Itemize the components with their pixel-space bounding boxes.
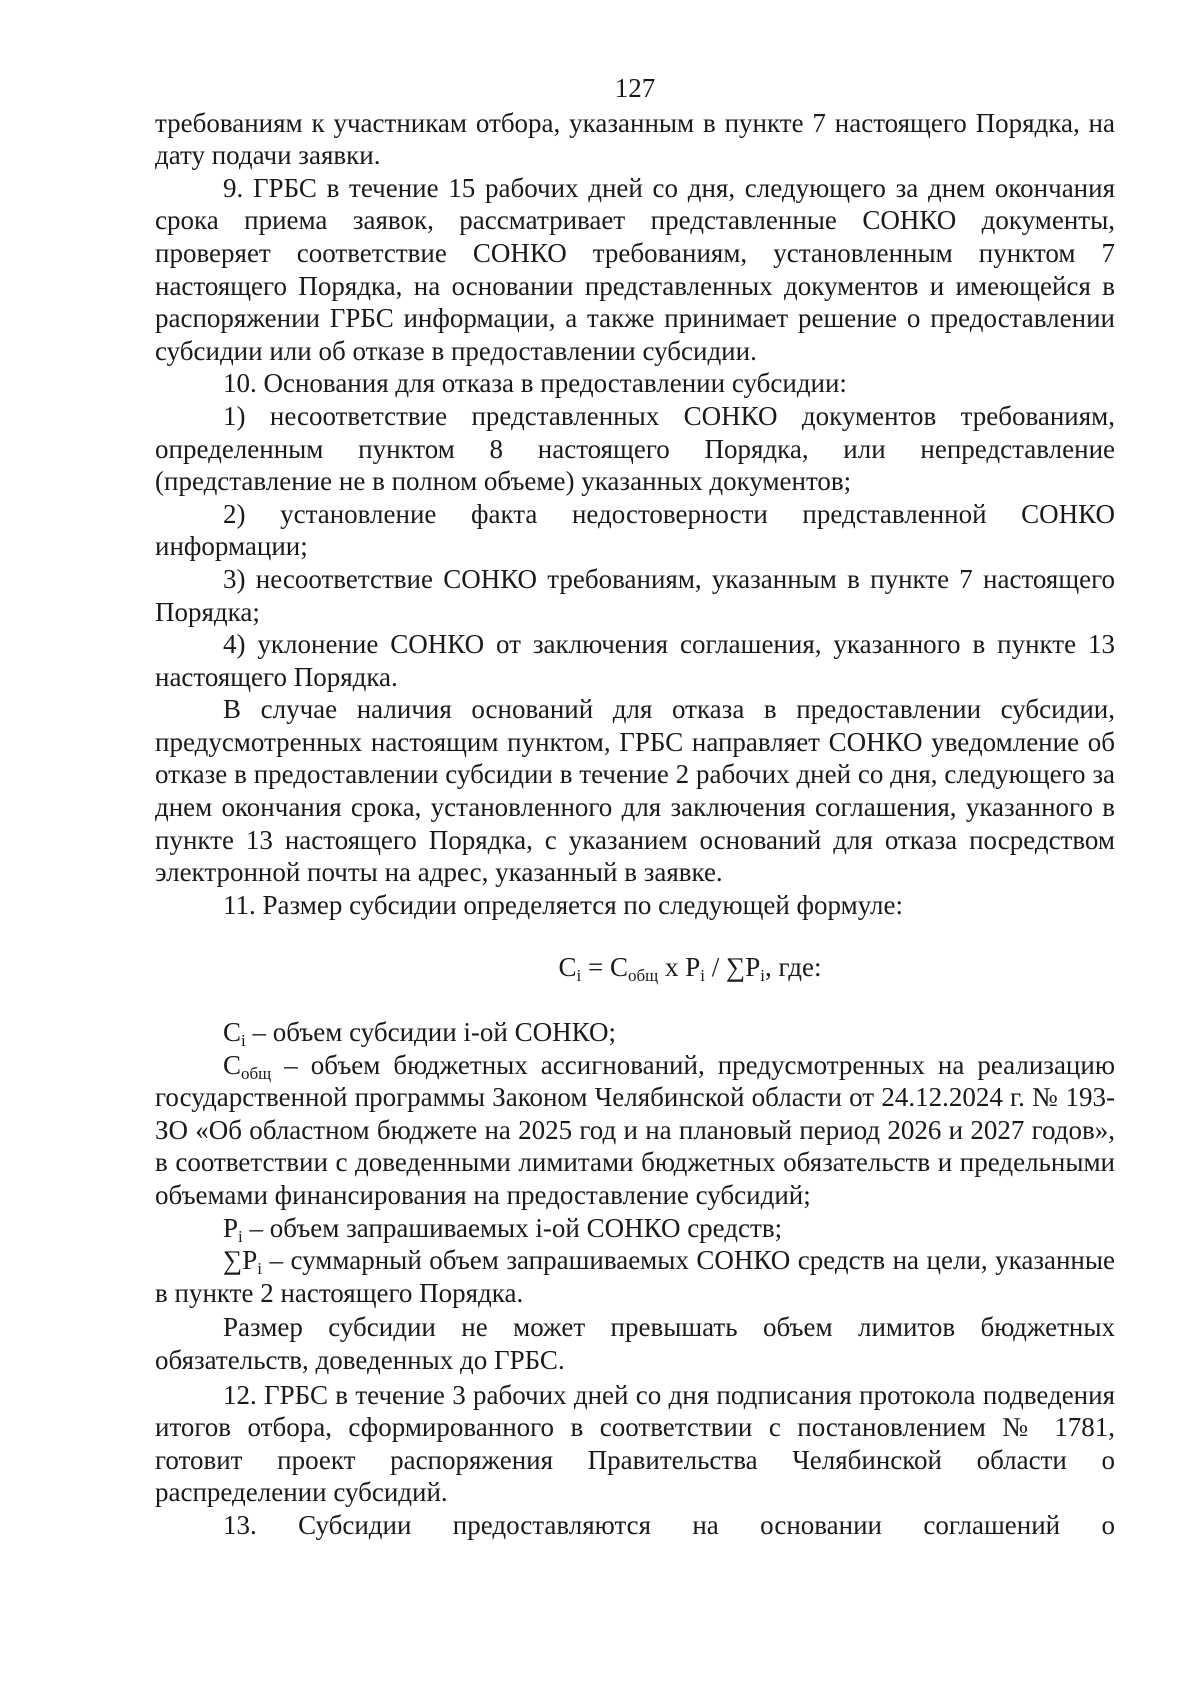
symbol-cobsh-sub: общ [241,1063,272,1083]
paragraph-13: 13. Субсидии предоставляются на основании соглашений о [223,1509,1115,1540]
paragraph-10-item-3: 3) несоответствие СОНКО требованиям, указанным в пункте 7 настоящего Порядка; [155,563,1115,627]
formula-eq: = [581,952,610,983]
paragraph-10: 10. Основания для отказа в предоставлении субсидии: [223,368,847,399]
symbol-cobsh: C [223,1049,242,1080]
paragraph-11: 11. Размер субсидии определяется по следующей формуле: [223,889,903,920]
formula-p: P [685,952,701,983]
page-number: 127 [614,73,656,103]
symbol-pi-sub: i [238,1226,243,1246]
definition-pi [155,1212,1115,1245]
paragraph-10-refusal-notice: В случае наличия оснований для отказа в предоставлении субсидии, предусмотренных настоящим пунктом, ГРБС направляет СОНКО уведомление об отказе в предоставлении субсидии в течение 2 рабочих дней со дня, следующего за днем окончания срока, установленного для заключения соглашения, указанного в пункте 13 настоящего Порядка, с указанием оснований для отказа посредством электронной почты на адрес, указанный в заявке. [155,694,1115,888]
definition-ci [155,1016,1115,1049]
symbol-ci: C [223,1017,242,1048]
definition-cobsh [155,1049,1115,1212]
formula-p-2: P [745,952,761,983]
symbol-sum-sub: i [257,1259,262,1279]
subsidy-formula [155,951,1115,984]
paragraph-12: 12. ГРБС в течение 3 рабочих дней со дня подписания протокола подведения итогов отбора, сформированного в соответствии с постановлением № 1781, готовит проект распоряжения Правительства Челябинской области о распределении субсидий. [155,1379,1115,1508]
formula-div-sum: / ∑ [705,952,746,983]
symbol-sum: ∑P [223,1245,258,1276]
formula-sub-obsh: общ [628,966,659,986]
paragraph-10-item-2: 2) установление факта недостоверности представленной СОНКО информации; [155,498,1115,562]
document-page [155,72,1115,1542]
paragraph-10-item-4: 4) уклонение СОНКО от заключения соглашения, указанного в пункте 13 настоящего Порядка. [155,629,1115,692]
formula-sub-i-2: i [700,966,706,986]
paragraph-11-limit: Размер субсидии не может превышать объем лимитов бюджетных обязательств, доведенных до ГРБС. [155,1312,1115,1375]
paragraph-10-item-1: 1) несоответствие представленных СОНКО документов требованиям, определенным пунктом 8 настоящего Порядка, или непредставление (представление не в полном объеме) указанных документов; [155,400,1115,497]
formula-c-total: C [609,952,628,983]
symbol-ci-sub: i [241,1031,246,1051]
paragraph-9: 9. ГРБС в течение 15 рабочих дней со дня, следующего за днем окончания срока приема заявок, рассматривает представленные СОНКО документы, проверяет соответствие СОНКО требованиям, установленным пунктом 7 настоящего Порядка, на основании представленных документов и имеющейся в распоряжении ГРБС информации, а также принимает решение о предоставлении субсидии или об отказе в предоставлении субсидии. [155,172,1115,366]
definition-cobsh-text: – объем бюджетных ассигнований, предусмотренных на реализацию государственной программы Законом Челябинской области от 24.12.2024 г. № 193-ЗО «Об областном бюджете на 2025 год и на плановый период 2026 и 2027 годов», в соответствии с доведенными лимитами бюджетных обязательств и предельными объемами финансирования на предоставление субсидий; [155,1049,1115,1210]
formula-sub-i-3: i [760,966,766,986]
formula-sub-i: i [576,966,582,986]
definition-sum [155,1244,1115,1309]
paragraph-continuation: требованиям к участникам отбора, указанным в пункте 7 настоящего Порядка, на дату подачи заявки. [155,107,1115,171]
definition-ci-text: – объем субсидии i-ой СОНКО; [245,1017,616,1048]
formula-tail: , где: [765,952,822,983]
symbol-pi: P [223,1212,239,1243]
formula-c: C [558,952,577,983]
definition-pi-text: – объем запрашиваемых i-ой СОНКО средств; [242,1212,783,1243]
formula-times: x [658,952,686,983]
definition-sum-text: – суммарный объем запрашиваемых СОНКО средств на цели, указанные в пункте 2 настоящего Порядка. [155,1245,1115,1308]
